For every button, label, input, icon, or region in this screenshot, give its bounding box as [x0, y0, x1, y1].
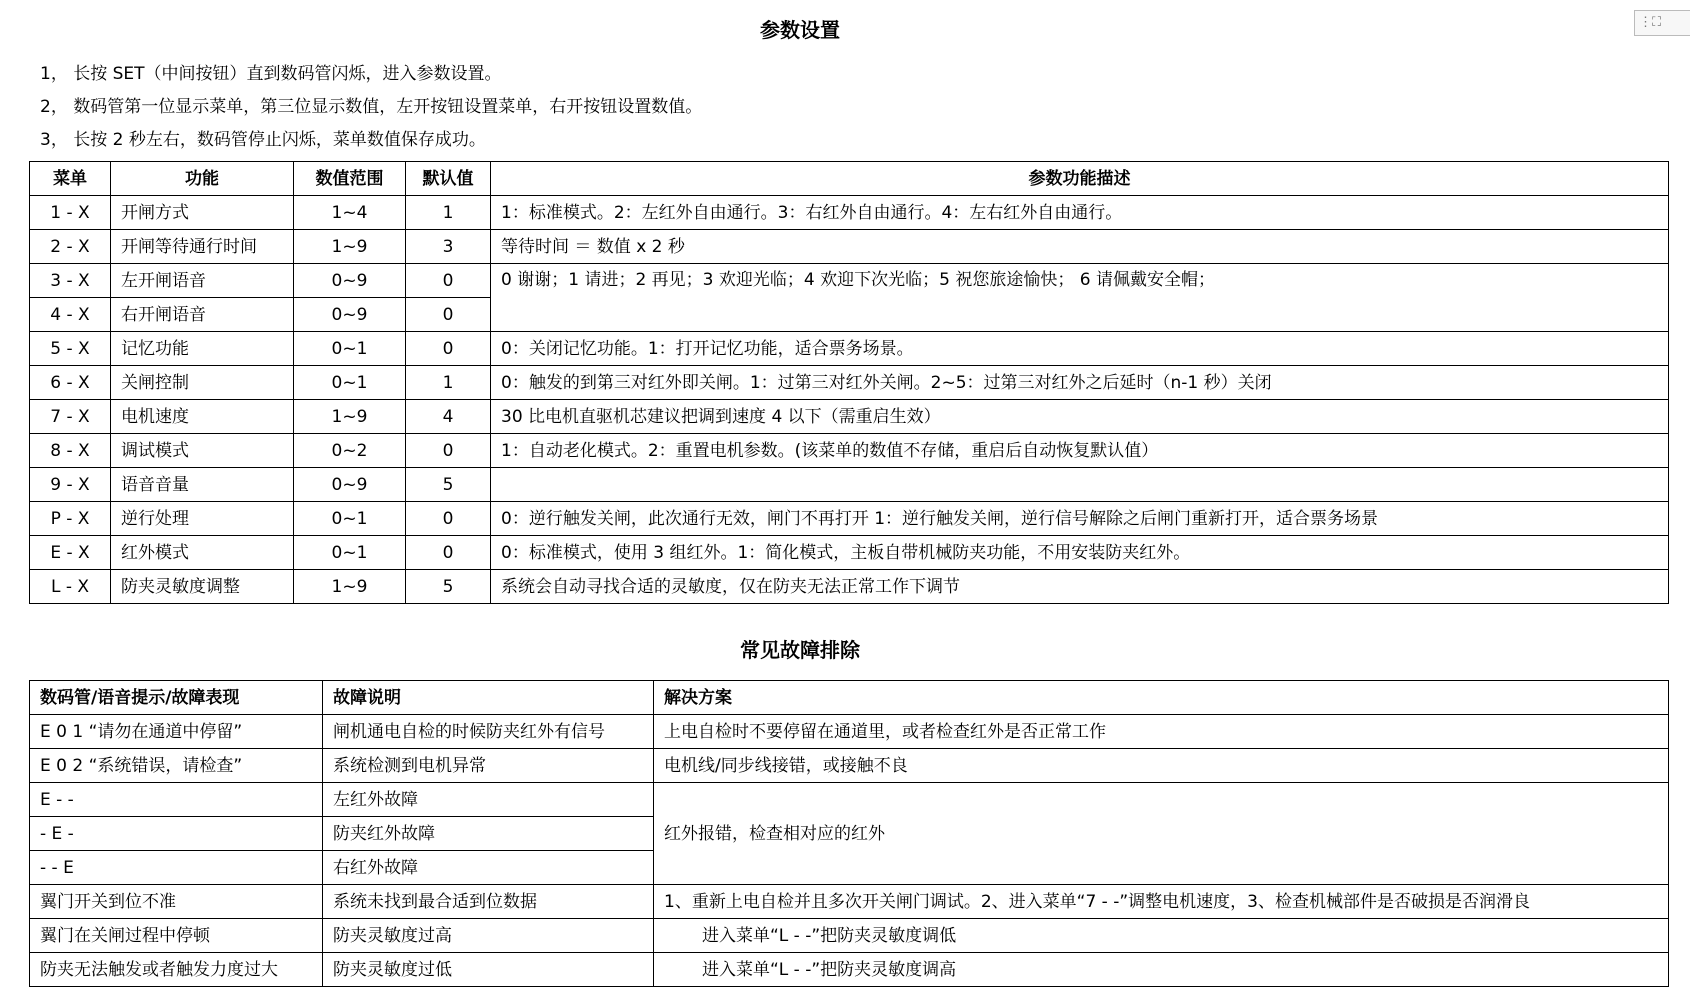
cell-menu: 6 - X: [30, 366, 111, 400]
fullscreen-toggle-icon[interactable]: ⋮⛶: [1634, 10, 1690, 36]
table-row: [30, 919, 1669, 953]
cell-explanation: 左红外故障: [323, 783, 654, 817]
table-row: [30, 366, 1669, 400]
table-row: [30, 502, 1669, 536]
cell-function: 红外模式: [111, 536, 294, 570]
cell-solution: 1、重新上电自检并且多次开关闸门调试。2、进入菜单“7 - -”调整电机速度，3、检查机械部件是否破损是否润滑良: [654, 885, 1669, 919]
cell-description: 30 比电机直驱机芯建议把调到速度 4 以下（需重启生效）: [491, 400, 1669, 434]
cell-menu: 9 - X: [30, 468, 111, 502]
cell-solution: 上电自检时不要停留在通道里，或者检查红外是否正常工作: [654, 715, 1669, 749]
cell-explanation: 右红外故障: [323, 851, 654, 885]
cell-function: 关闸控制: [111, 366, 294, 400]
cell-range: 1~4: [294, 196, 406, 230]
header-solution: 解决方案: [654, 681, 1669, 715]
cell-description: 0：逆行触发关闸，此次通行无效，闸门不再打开 1：逆行触发关闸，逆行信号解除之后闸门重新打开，适合票务场景: [491, 502, 1669, 536]
section-title-troubleshooting: 常见故障排除: [740, 638, 860, 662]
cell-range: 0~9: [294, 468, 406, 502]
cell-explanation: 系统未找到最合适到位数据: [323, 885, 654, 919]
cell-menu: E - X: [30, 536, 111, 570]
cell-range: 0~1: [294, 332, 406, 366]
header-menu: 菜单: [30, 162, 111, 196]
cell-menu: 3 - X: [30, 264, 111, 298]
cell-menu: 1 - X: [30, 196, 111, 230]
cell-function: 电机速度: [111, 400, 294, 434]
table-row: [30, 536, 1669, 570]
table-row: [30, 264, 1669, 298]
cell-description: 0：标准模式，使用 3 组红外。1：简化模式，主板自带机械防夹功能，不用安装防夹红外。: [491, 536, 1669, 570]
cell-range: 0~2: [294, 434, 406, 468]
cell-solution: 进入菜单“L - -”把防夹灵敏度调低: [654, 919, 1669, 953]
table-row: [30, 783, 1669, 817]
step-1: 1， 长按 SET（中间按钮）直到数码管闪烁，进入参数设置。: [40, 64, 502, 84]
cell-symptom: 翼门在关闸过程中停顿: [30, 919, 323, 953]
table-row: [30, 885, 1669, 919]
cell-explanation: 闸机通电自检的时候防夹红外有信号: [323, 715, 654, 749]
header-function: 功能: [111, 162, 294, 196]
cell-default: 4: [406, 400, 491, 434]
table-row: [30, 434, 1669, 468]
cell-menu: 5 - X: [30, 332, 111, 366]
cell-function: 开闸等待通行时间: [111, 230, 294, 264]
cell-range: 0~9: [294, 264, 406, 298]
table-row: [30, 953, 1669, 987]
cell-description: 0：触发的到第三对红外即关闸。1：过第三对红外关闸。2~5：过第三对红外之后延时（n-1 秒）关闭: [491, 366, 1669, 400]
cell-description: 等待时间 ＝ 数值 x 2 秒: [491, 230, 1669, 264]
cell-default: 0: [406, 332, 491, 366]
cell-description: 1：标准模式。2：左红外自由通行。3：右红外自由通行。4：左右红外自由通行。: [491, 196, 1669, 230]
header-range: 数值范围: [294, 162, 406, 196]
cell-default: 0: [406, 264, 491, 298]
cell-default: 3: [406, 230, 491, 264]
cell-default: 1: [406, 196, 491, 230]
cell-function: 左开闸语音: [111, 264, 294, 298]
cell-default: 0: [406, 502, 491, 536]
table-row: [30, 468, 1669, 502]
table-row: [30, 570, 1669, 604]
cell-solution-merged: 红外报错，检查相对应的红外: [654, 783, 1669, 885]
instruction-steps: [40, 58, 702, 157]
cell-symptom: E 0 1 “请勿在通道中停留”: [30, 715, 323, 749]
cell-explanation: 防夹红外故障: [323, 817, 654, 851]
cell-menu: 8 - X: [30, 434, 111, 468]
cell-range: 1~9: [294, 400, 406, 434]
header-default: 默认值: [406, 162, 491, 196]
table-header-row: [30, 162, 1669, 196]
cell-menu: 2 - X: [30, 230, 111, 264]
table-row: [30, 715, 1669, 749]
table-row: [30, 230, 1669, 264]
cell-default: 0: [406, 434, 491, 468]
parameter-table: [29, 161, 1669, 604]
cell-description-merged: 0 谢谢；1 请进；2 再见；3 欢迎光临；4 欢迎下次光临；5 祝您旅途愉快； 6 请佩戴安全帽；: [491, 264, 1669, 332]
cell-function: 防夹灵敏度调整: [111, 570, 294, 604]
cell-explanation: 系统检测到电机异常: [323, 749, 654, 783]
table-row: [30, 749, 1669, 783]
cell-explanation: 防夹灵敏度过低: [323, 953, 654, 987]
cell-function: 语音音量: [111, 468, 294, 502]
step-3: 3， 长按 2 秒左右，数码管停止闪烁，菜单数值保存成功。: [40, 130, 486, 150]
cell-range: 0~9: [294, 298, 406, 332]
cell-default: 5: [406, 468, 491, 502]
cell-symptom: 防夹无法触发或者触发力度过大: [30, 953, 323, 987]
cell-solution: 进入菜单“L - -”把防夹灵敏度调高: [654, 953, 1669, 987]
cell-symptom: E - -: [30, 783, 323, 817]
cell-menu: L - X: [30, 570, 111, 604]
cell-default: 0: [406, 298, 491, 332]
cell-menu: 4 - X: [30, 298, 111, 332]
cell-function: 记忆功能: [111, 332, 294, 366]
cell-symptom: 翼门开关到位不准: [30, 885, 323, 919]
table-header-row: [30, 681, 1669, 715]
header-explanation: 故障说明: [323, 681, 654, 715]
page-title: 参数设置: [760, 18, 840, 42]
table-row: [30, 196, 1669, 230]
cell-description: 0：关闭记忆功能。1：打开记忆功能，适合票务场景。: [491, 332, 1669, 366]
cell-description: 1：自动老化模式。2：重置电机参数。(该菜单的数值不存储，重启后自动恢复默认值）: [491, 434, 1669, 468]
cell-function: 开闸方式: [111, 196, 294, 230]
cell-menu: 7 - X: [30, 400, 111, 434]
cell-default: 0: [406, 536, 491, 570]
header-description: 参数功能描述: [491, 162, 1669, 196]
cell-menu: P - X: [30, 502, 111, 536]
cell-symptom: - E -: [30, 817, 323, 851]
cell-description: [491, 468, 1669, 502]
header-symptom: 数码管/语音提示/故障表现: [30, 681, 323, 715]
table-row: [30, 332, 1669, 366]
cell-explanation: 防夹灵敏度过高: [323, 919, 654, 953]
cell-solution: 电机线/同步线接错，或接触不良: [654, 749, 1669, 783]
fault-table: [29, 680, 1669, 987]
cell-range: 0~1: [294, 366, 406, 400]
cell-range: 1~9: [294, 230, 406, 264]
cell-function: 逆行处理: [111, 502, 294, 536]
cell-symptom: - - E: [30, 851, 323, 885]
cell-function: 右开闸语音: [111, 298, 294, 332]
cell-default: 5: [406, 570, 491, 604]
cell-description: 系统会自动寻找合适的灵敏度，仅在防夹无法正常工作下调节: [491, 570, 1669, 604]
cell-range: 0~1: [294, 536, 406, 570]
cell-range: 1~9: [294, 570, 406, 604]
cell-function: 调试模式: [111, 434, 294, 468]
table-row: [30, 400, 1669, 434]
step-2: 2， 数码管第一位显示菜单，第三位显示数值，左开按钮设置菜单，右开按钮设置数值。: [40, 97, 703, 117]
cell-default: 1: [406, 366, 491, 400]
cell-symptom: E 0 2 “系统错误，请检查”: [30, 749, 323, 783]
cell-range: 0~1: [294, 502, 406, 536]
